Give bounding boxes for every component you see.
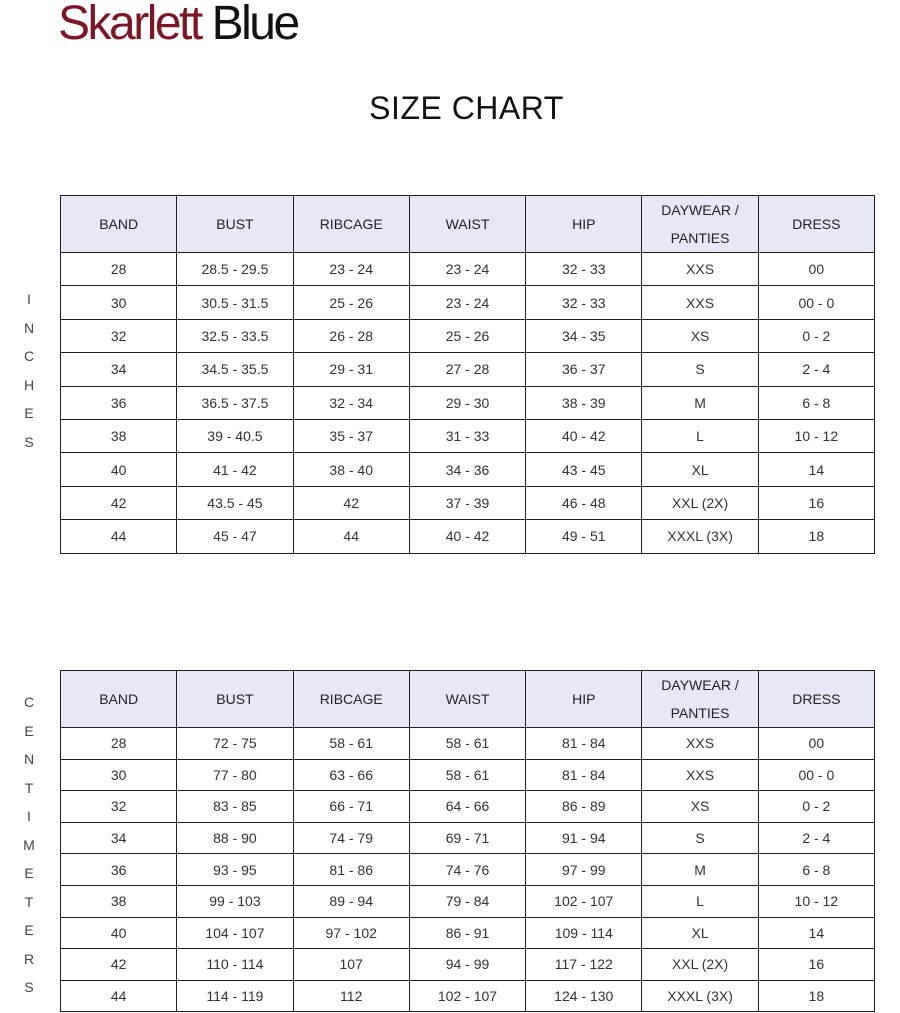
cell-band: 44 [61,980,177,1012]
cell-hip: 97 - 99 [526,854,642,886]
centimeters-side-label [16,688,42,1002]
table-header-row [61,671,875,728]
table-row [61,949,875,981]
cell-dress: 10 - 12 [758,885,874,917]
cell-waist: 23 - 24 [409,253,525,286]
cell-hip: 40 - 42 [526,419,642,452]
brand-logo [58,0,298,51]
cell-daywear-panties: XXS [642,759,758,791]
table-row [61,520,875,553]
cell-daywear-panties: XXXL (3X) [642,520,758,553]
cell-dress: 18 [758,520,874,553]
cell-ribcage: 25 - 26 [293,286,409,319]
cell-waist: 94 - 99 [409,949,525,981]
cell-daywear-panties: XL [642,453,758,486]
cell-bust: 41 - 42 [177,453,293,486]
side-label-letter: E [24,922,34,938]
cell-band: 28 [61,728,177,760]
table-row [61,885,875,917]
cell-bust: 28.5 - 29.5 [177,253,293,286]
table-header-row [61,196,875,253]
column-header-daywear-panties: DAYWEAR / PANTIES [642,196,758,253]
cell-ribcage: 58 - 61 [293,728,409,760]
cell-daywear-panties: XXXL (3X) [642,980,758,1012]
table-row [61,980,875,1012]
cell-ribcage: 38 - 40 [293,453,409,486]
cell-bust: 45 - 47 [177,520,293,553]
cell-hip: 36 - 37 [526,353,642,386]
cell-band: 32 [61,319,177,352]
page-title: SIZE CHART [369,90,564,126]
side-label-letter: C [23,348,35,364]
cell-waist: 25 - 26 [409,319,525,352]
cell-dress: 00 - 0 [758,759,874,791]
cell-daywear-panties: XS [642,791,758,823]
cell-waist: 58 - 61 [409,759,525,791]
cell-bust: 36.5 - 37.5 [177,386,293,419]
side-label-letter: S [24,979,34,995]
cell-dress: 0 - 2 [758,791,874,823]
side-label-letter: E [24,865,34,881]
table-row [61,728,875,760]
cell-hip: 109 - 114 [526,917,642,949]
cell-dress: 16 [758,486,874,519]
cell-band: 42 [61,486,177,519]
cell-hip: 49 - 51 [526,520,642,553]
cell-hip: 86 - 89 [526,791,642,823]
cell-ribcage: 23 - 24 [293,253,409,286]
cell-bust: 93 - 95 [177,854,293,886]
column-header-bust: BUST [177,671,293,728]
cell-waist: 37 - 39 [409,486,525,519]
cell-daywear-panties: XL [642,917,758,949]
cell-dress: 14 [758,453,874,486]
side-label-letter: H [23,376,35,393]
cell-ribcage: 44 [293,520,409,553]
cell-hip: 81 - 84 [526,728,642,760]
cell-hip: 34 - 35 [526,319,642,352]
cell-bust: 72 - 75 [177,728,293,760]
cell-band: 40 [61,917,177,949]
cell-dress: 00 - 0 [758,286,874,319]
cell-daywear-panties: L [642,885,758,917]
cell-ribcage: 32 - 34 [293,386,409,419]
cell-band: 34 [61,353,177,386]
cell-waist: 79 - 84 [409,885,525,917]
cell-ribcage: 81 - 86 [293,854,409,886]
cell-ribcage: 66 - 71 [293,791,409,823]
side-label-letter: N [23,319,35,336]
cell-daywear-panties: XXS [642,728,758,760]
side-label-letter: S [24,433,34,450]
cell-waist: 86 - 91 [409,917,525,949]
column-header-hip: HIP [526,671,642,728]
table-row [61,419,875,452]
brand-logo-word2: Blue [211,0,298,50]
cell-daywear-panties: M [642,854,758,886]
table-row [61,286,875,319]
centimeters-size-table [60,670,875,1012]
cell-dress: 10 - 12 [758,419,874,452]
cell-hip: 81 - 84 [526,759,642,791]
column-header-hip: HIP [526,196,642,253]
table-row [61,822,875,854]
cell-ribcage: 42 [293,486,409,519]
cell-bust: 99 - 103 [177,885,293,917]
side-label-letter: E [24,405,34,421]
cell-ribcage: 26 - 28 [293,319,409,352]
cell-hip: 32 - 33 [526,253,642,286]
inches-size-table [60,195,875,554]
cell-dress: 0 - 2 [758,319,874,352]
column-header-daywear-panties: DAYWEAR / PANTIES [642,671,758,728]
cell-waist: 74 - 76 [409,854,525,886]
cell-bust: 39 - 40.5 [177,419,293,452]
cell-hip: 43 - 45 [526,453,642,486]
cell-band: 36 [61,386,177,419]
cell-band: 28 [61,253,177,286]
cell-ribcage: 35 - 37 [293,419,409,452]
cell-waist: 34 - 36 [409,453,525,486]
cell-hip: 32 - 33 [526,286,642,319]
cell-daywear-panties: S [642,822,758,854]
cell-daywear-panties: S [642,353,758,386]
side-label-letter: M [23,836,35,853]
column-header-ribcage: RIBCAGE [293,671,409,728]
table-row [61,791,875,823]
table-row [61,854,875,886]
cell-band: 30 [61,286,177,319]
side-label-letter: I [27,808,31,824]
cell-dress: 6 - 8 [758,854,874,886]
cell-dress: 16 [758,949,874,981]
table-row [61,759,875,791]
cell-dress: 6 - 8 [758,386,874,419]
inches-side-label [16,285,42,456]
cell-bust: 32.5 - 33.5 [177,319,293,352]
cell-waist: 23 - 24 [409,286,525,319]
table-row [61,386,875,419]
cell-bust: 77 - 80 [177,759,293,791]
cell-hip: 91 - 94 [526,822,642,854]
cell-daywear-panties: XXS [642,286,758,319]
side-label-letter: C [23,694,35,710]
cell-band: 30 [61,759,177,791]
cell-waist: 69 - 71 [409,822,525,854]
cell-dress: 00 [758,253,874,286]
cell-band: 38 [61,419,177,452]
cell-daywear-panties: XS [642,319,758,352]
cell-dress: 2 - 4 [758,353,874,386]
cell-hip: 117 - 122 [526,949,642,981]
column-header-dress: DRESS [758,671,874,728]
cell-band: 42 [61,949,177,981]
cell-bust: 110 - 114 [177,949,293,981]
cell-hip: 46 - 48 [526,486,642,519]
cell-ribcage: 29 - 31 [293,353,409,386]
cell-dress: 14 [758,917,874,949]
table-row [61,319,875,352]
cell-daywear-panties: L [642,419,758,452]
cell-waist: 58 - 61 [409,728,525,760]
cell-band: 32 [61,791,177,823]
cell-hip: 102 - 107 [526,885,642,917]
cell-waist: 27 - 28 [409,353,525,386]
column-header-waist: WAIST [409,671,525,728]
cell-bust: 114 - 119 [177,980,293,1012]
column-header-band: BAND [61,196,177,253]
cell-hip: 38 - 39 [526,386,642,419]
cell-waist: 64 - 66 [409,791,525,823]
cell-band: 36 [61,854,177,886]
column-header-dress: DRESS [758,196,874,253]
cell-dress: 00 [758,728,874,760]
cell-dress: 2 - 4 [758,822,874,854]
column-header-waist: WAIST [409,196,525,253]
cell-daywear-panties: XXL (2X) [642,949,758,981]
cell-daywear-panties: XXL (2X) [642,486,758,519]
cell-bust: 83 - 85 [177,791,293,823]
cell-bust: 43.5 - 45 [177,486,293,519]
cell-dress: 18 [758,980,874,1012]
cell-band: 34 [61,822,177,854]
cell-ribcage: 74 - 79 [293,822,409,854]
side-label-letter: T [24,893,34,910]
table-row [61,353,875,386]
cell-ribcage: 112 [293,980,409,1012]
brand-logo-word1: Skarlett [58,0,201,50]
cell-band: 38 [61,885,177,917]
cell-band: 40 [61,453,177,486]
column-header-band: BAND [61,671,177,728]
table-row [61,486,875,519]
cell-waist: 102 - 107 [409,980,525,1012]
cell-waist: 29 - 30 [409,386,525,419]
cell-band: 44 [61,520,177,553]
cell-ribcage: 63 - 66 [293,759,409,791]
cell-waist: 40 - 42 [409,520,525,553]
side-label-letter: T [24,779,34,796]
cell-bust: 88 - 90 [177,822,293,854]
table-row [61,453,875,486]
cell-bust: 104 - 107 [177,917,293,949]
cell-waist: 31 - 33 [409,419,525,452]
cell-bust: 30.5 - 31.5 [177,286,293,319]
cell-daywear-panties: XXS [642,253,758,286]
cell-hip: 124 - 130 [526,980,642,1012]
side-label-letter: R [23,950,35,967]
cell-bust: 34.5 - 35.5 [177,353,293,386]
cell-daywear-panties: M [642,386,758,419]
side-label-letter: E [24,722,34,739]
cell-ribcage: 97 - 102 [293,917,409,949]
table-row [61,917,875,949]
side-label-letter: N [23,751,35,767]
table-row [61,253,875,286]
side-label-letter: I [27,291,31,307]
column-header-ribcage: RIBCAGE [293,196,409,253]
cell-ribcage: 89 - 94 [293,885,409,917]
cell-ribcage: 107 [293,949,409,981]
column-header-bust: BUST [177,196,293,253]
